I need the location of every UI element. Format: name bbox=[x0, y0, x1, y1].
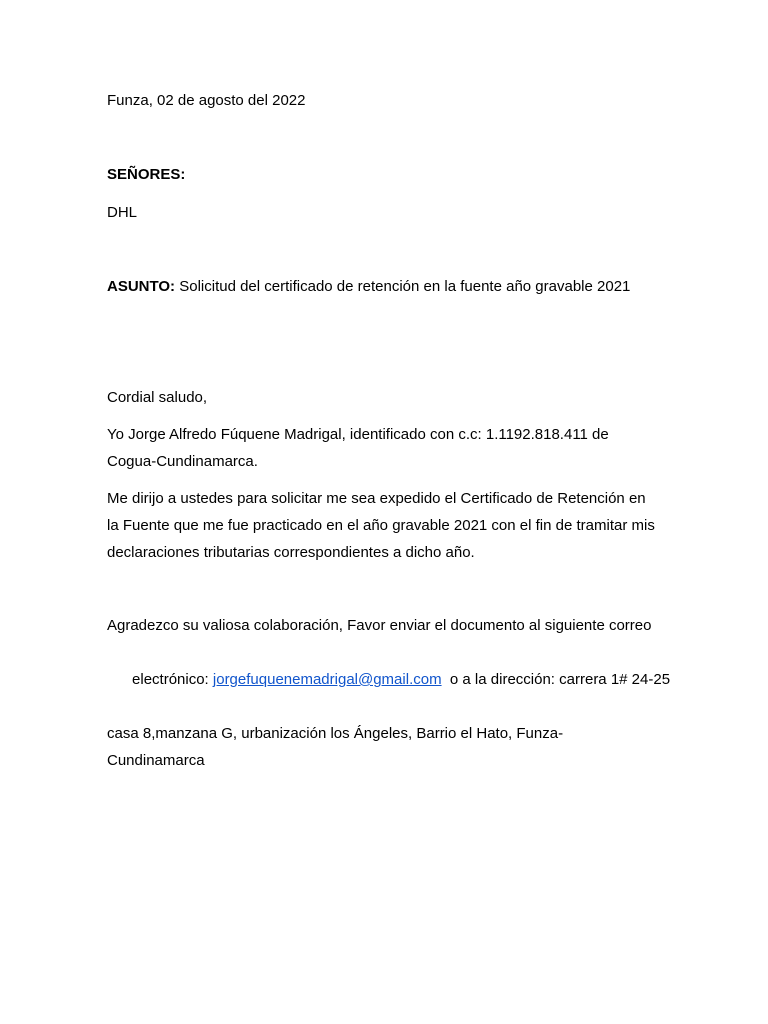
subject-line bbox=[107, 273, 667, 300]
closing-line-4: Cundinamarca bbox=[107, 752, 205, 769]
identification-line-2: Cogua-Cundinamarca. bbox=[107, 453, 258, 470]
closing-line-3: casa 8,manzana G, urbanización los Ángeles, Barrio el Hato, Funza- bbox=[107, 725, 564, 742]
subject-text: Solicitud del certificado de retención en la fuente año gravable 2021 bbox=[175, 278, 631, 295]
closing-paragraph bbox=[107, 612, 671, 774]
request-line-3: declaraciones tributarias correspondientes a dicho año. bbox=[107, 544, 475, 561]
recipient-name-text: DHL bbox=[107, 204, 138, 221]
greeting-text: Cordial saludo, bbox=[107, 389, 208, 406]
greeting bbox=[107, 384, 667, 411]
closing-line-2-suffix: o a la dirección: carrera 1# 24-25 bbox=[441, 671, 671, 688]
identification-paragraph bbox=[107, 421, 667, 475]
identification-line-1: Yo Jorge Alfredo Fúquene Madrigal, identificado con c.c: 1.1192.818.411 de bbox=[107, 426, 609, 443]
recipient-label bbox=[107, 161, 667, 188]
request-paragraph bbox=[107, 485, 667, 566]
email-link[interactable]: jorgefuquenemadrigal@gmail.com bbox=[212, 671, 442, 688]
recipient-label-text: SEÑORES: bbox=[107, 166, 186, 183]
place-date-text: Funza, 02 de agosto del 2022 bbox=[107, 92, 306, 109]
place-date bbox=[107, 87, 667, 114]
closing-line-1: Agradezco su valiosa colaboración, Favor enviar el documento al siguiente correo bbox=[107, 617, 652, 634]
closing-line-2-prefix: electrónico: bbox=[132, 671, 213, 688]
recipient-name bbox=[107, 199, 667, 226]
subject-label: ASUNTO: bbox=[107, 278, 176, 295]
request-line-1: Me dirijo a ustedes para solicitar me sea expedido el Certificado de Retención en bbox=[107, 490, 646, 507]
request-line-2: la Fuente que me fue practicado en el año gravable 2021 con el fin de tramitar mis bbox=[107, 517, 655, 534]
